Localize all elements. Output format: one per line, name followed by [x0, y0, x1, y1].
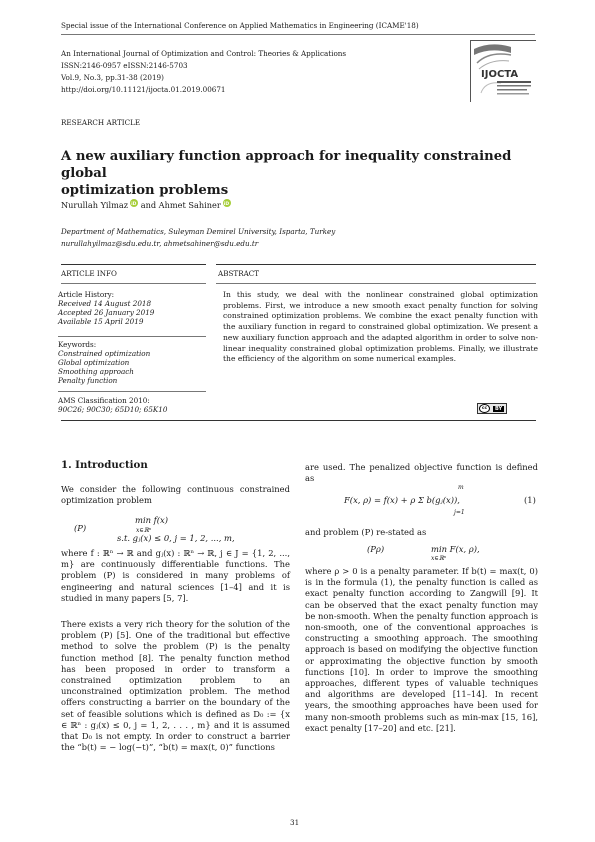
paper-title: [61, 148, 541, 199]
keyword: Smoothing approach: [58, 367, 134, 376]
right-paragraph-3: where ρ > 0 is a penalty parameter. If b(t) = max(t, 0) is in the formula (1), the penalty function is called as exact penalty function according to Zangwill [9]. It can be observed that the exact penalty function may be non-smooth. When the penalty function approach is non-smooth, one of the conventional approaches is constructing a smoothing approach. The smoothing approach is based on modifying the objective function or approximating the objective function by smooth functions [10]. In order to improve the smoothing approaches, different types of valuable techniques and algorithms are developed [11–14]. In recent years, the smoothing approaches have been used for many non-smooth problems such as min-max [15, 16], exact penalty [17–20] and etc. [21].: [305, 566, 538, 733]
paper-title-line-2: optimization problems: [61, 183, 229, 198]
cc-icon: cc: [479, 404, 490, 413]
available-date: Available 15 April 2019: [58, 317, 144, 326]
special-issue-line: Special issue of the International Conference on Applied Mathematics in Engineering (ICAME'18): [61, 21, 419, 30]
journal-logo: [470, 40, 536, 102]
ams-codes: 90C26; 90C30; 65D10; 65K10: [58, 405, 168, 414]
equation-1-sum-bottom: j=1: [454, 509, 465, 516]
authors: [61, 199, 231, 211]
author-1[interactable]: Nurullah Yilmaz: [61, 200, 129, 210]
keywords-label: Keywords:: [58, 340, 97, 349]
abstract-sub-rule: [216, 283, 536, 284]
problem-min-sub: x∈ℝⁿ: [136, 527, 152, 534]
abstract-top-rule: [216, 264, 536, 265]
problem-constraint: s.t. gⱼ(x) ≤ 0, j = 1, 2, ..., m,: [117, 533, 235, 543]
orcid-icon[interactable]: [223, 199, 231, 207]
article-type: RESEARCH ARTICLE: [61, 118, 141, 127]
right-paragraph-2: and problem (P) re-stated as: [305, 527, 427, 537]
ams-block: [58, 396, 208, 414]
doi-link[interactable]: http://doi.org/10.11121/ijocta.01.2019.00671: [61, 85, 226, 94]
left-paragraph-1: We consider the following continuous constrained optimization problem: [61, 484, 290, 506]
right-paragraph-1: are used. The penalized objective function is defined as: [305, 462, 538, 484]
left-paragraph-3: There exists a very rich theory for the solution of the problem (P) [5]. One of the traditional but effective method to solve the problem (P) is the penalty function method [8]. The penalty function method has been proposed in order to transform a constrained optimization problem to an unconstrained optimization problem. The method offers constructing a barrier on the boundary of the set of feasible solutions which is defined as D₀ := {x ∈ ℝⁿ : gⱼ(x) ≤ 0, j = 1, 2, . . . , m} and it is assumed that D₀ is not empty. In order to construct a barrier the “b(t) = − log(−t)”, “b(t) = max(t, 0)” functions: [61, 619, 290, 753]
by-icon: BY: [495, 405, 503, 412]
cc-license-badge[interactable]: [477, 403, 507, 414]
equation-1-number: (1): [524, 495, 536, 505]
affiliation: Department of Mathematics, Suleyman Demirel University, Isparta, Turkey: [61, 227, 336, 236]
info-top-rule: [61, 264, 206, 265]
logo-text: IJOCTA: [481, 69, 519, 80]
equation-1: F(x, ρ) = f(x) + ρ Σ b(gⱼ(x)),: [344, 495, 460, 505]
orcid-icon[interactable]: [130, 199, 138, 207]
accepted-date: Accepted 26 January 2019: [58, 308, 155, 317]
author-2[interactable]: and Ahmet Sahiner: [140, 200, 221, 210]
keyword: Penalty function: [58, 376, 118, 385]
problem-label: (P): [74, 523, 87, 533]
info-sub-rule: [61, 283, 206, 284]
volume-info: Vol.9, No.3, pp.31-38 (2019): [61, 73, 164, 82]
penalized-problem-min: min F(x, ρ),: [431, 544, 480, 554]
journal-name: An International Journal of Optimization and Control: Theories & Applications: [61, 49, 347, 58]
equation-1-sum-top: m: [458, 484, 464, 491]
received-date: Received 14 August 2018: [58, 299, 152, 308]
section-heading-introduction: 1. Introduction: [61, 459, 148, 471]
author-emails[interactable]: nurullahyilmaz@sdu.edu.tr, ahmetsahiner@sdu.edu.tr: [61, 239, 259, 248]
page-number: 31: [290, 818, 300, 827]
left-paragraph-2: where f : ℝⁿ → ℝ and gⱼ(x) : ℝⁿ → ℝ, j ∈ J = {1, 2, ..., m} are continuously differentiable functions. The problem (P) is considered in many problems of engineering and natural sciences [1–4] and it is studied in many papers [5, 7].: [61, 548, 290, 603]
header-divider: [61, 34, 535, 35]
penalized-problem-label: (Pρ): [367, 544, 385, 554]
info-bottom-rule: [61, 420, 536, 421]
keyword: Global optimization: [58, 358, 130, 367]
logo-graphic-icon: [471, 41, 537, 103]
history-rule: [58, 336, 206, 337]
ams-label: AMS Classification 2010:: [58, 396, 150, 405]
paper-title-line-1: A new auxiliary function approach for inequality constrained global: [61, 149, 512, 181]
problem-min: min f(x): [135, 515, 169, 525]
keywords-rule: [58, 391, 206, 392]
penalized-problem-min-sub: x∈ℝⁿ: [431, 555, 447, 562]
history-label: Article History:: [58, 290, 115, 299]
article-info-heading: ARTICLE INFO: [61, 269, 117, 278]
issn: ISSN:2146-0957 eISSN:2146-5703: [61, 61, 188, 70]
keyword: Constrained optimization: [58, 349, 151, 358]
abstract-heading: ABSTRACT: [218, 269, 260, 278]
keywords-block: [58, 340, 208, 385]
abstract-text: In this study, we deal with the nonlinear constrained global optimization problems. First, we introduce a new smooth exact penalty function for solving constrained optimization problems. We combine the exact penalty function with the auxiliary function in regard to constrained global optimization. We present a new auxiliary function approach and the adapted algorithm in order to solve non-linear inequality constrained global optimization problems. Finally, we illustrate the efficiency of the algorithm on some numerical examples.: [223, 290, 538, 364]
article-history: [58, 290, 208, 326]
